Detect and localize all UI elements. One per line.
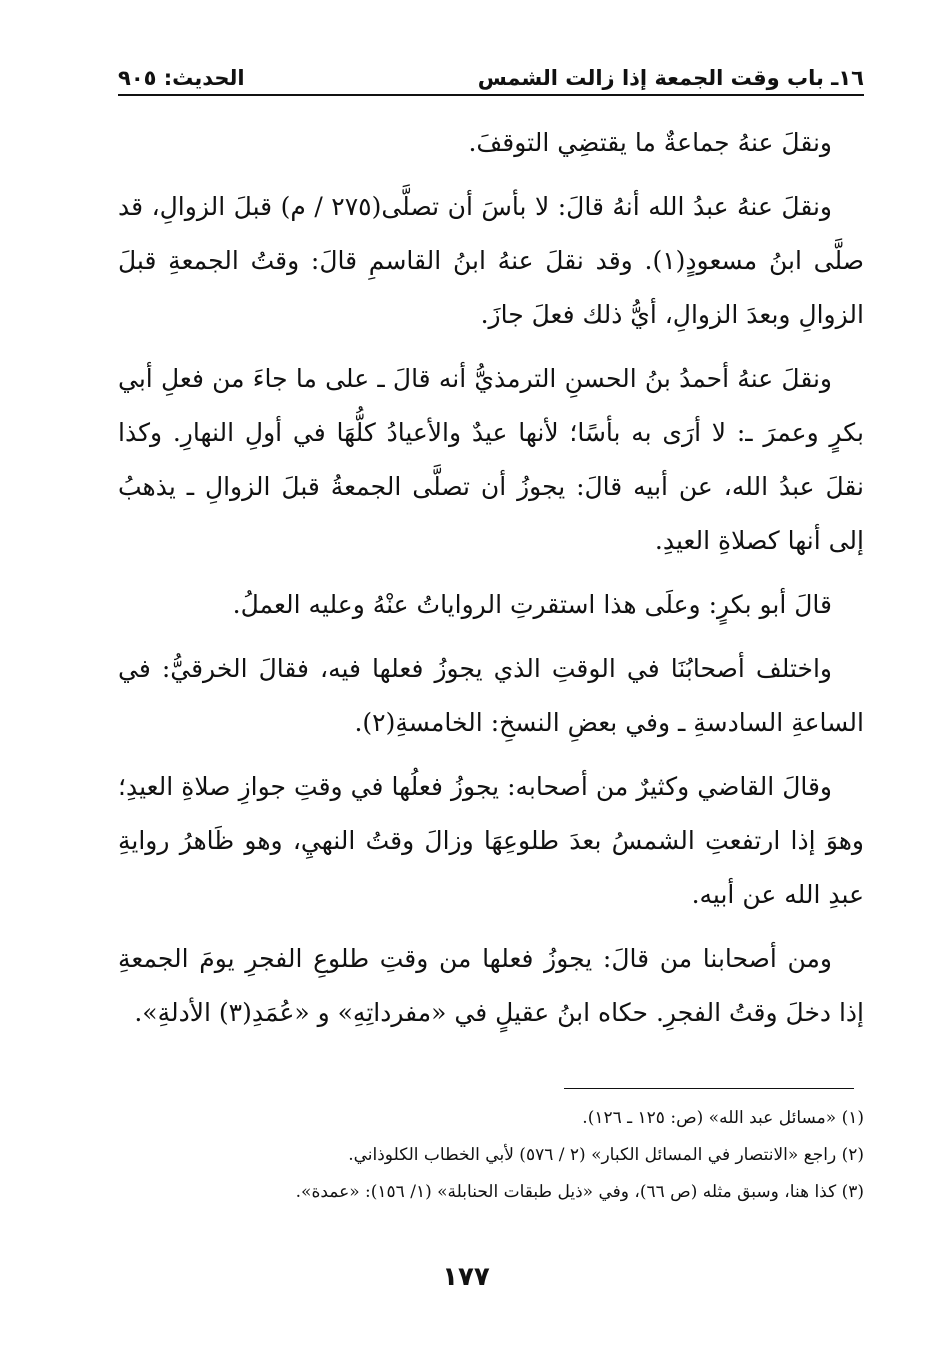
- main-text: [118, 116, 864, 1050]
- page-number: ١٧٧: [442, 1262, 490, 1292]
- running-header: [118, 56, 864, 96]
- footnote-divider: [564, 1088, 854, 1089]
- paragraph: ونقلَ عنهُ عبدُ الله أنهُ قالَ: لا بأسَ أن تصلَّى(٢٧٥ / م) قبلَ الزوالِ، قد صلَّى ابنُ مسعودٍ(١). وقد نقلَ عنهُ ابنُ القاسمِ قالَ: وقتُ الجمعةِ قبلَ الزوالِ وبعدَ الزوالِ، أيُّ ذلك فعلَ جازَ.: [118, 192, 864, 329]
- paragraph: واختلف أصحابُنَا في الوقتِ الذي يجوزُ فعلها فيه، فقالَ الخرقيُّ: في الساعةِ السادسةِ ـ وفي بعضِ النسخِ: الخامسةِ(٢).: [118, 654, 864, 737]
- footnotes: [140, 1100, 864, 1211]
- footnote: (٣) كذا هنا، وسبق مثله (ص ٦٦)، وفي «ذيل طبقات الحنابلة» (١/ ١٥٦): «عمدة».: [295, 1182, 864, 1202]
- paragraph: ومن أصحابنا من قالَ: يجوزُ فعلها من وقتِ طلوعِ الفجرِ يومَ الجمعةِ إذا دخلَ وقتُ الفجرِ. حكاه ابنُ عقيلٍ في «مفرداتِهِ» و «عُمَدِ(٣) الأدلةِ».: [118, 944, 864, 1027]
- footnote: (١) «مسائل عبد الله» (ص: ١٢٥ ـ ١٢٦).: [582, 1108, 864, 1128]
- hadith-number: الحديث: ٩٠٥: [118, 66, 245, 90]
- paragraph: وقالَ القاضي وكثيرٌ من أصحابه: يجوزُ فعلُها في وقتِ جوازِ صلاةِ العيدِ؛ وهوَ إذا ارتفعتِ الشمسُ بعدَ طلوعِهَا وزالَ وقتُ النهيِ، وهو ظَاهرُ روايةِ عبدِ الله عن أبيه.: [118, 772, 864, 909]
- footnote: (٢) راجع «الانتصار في المسائل الكبار» (٢ / ٥٧٦) لأبي الخطاب الكلوذاني.: [348, 1145, 864, 1165]
- paragraph: ونقلَ عنهُ أحمدُ بنُ الحسنِ الترمذيُّ أنه قالَ ـ على ما جاءَ من فعلِ أبي بكرٍ وعمرَ ـ: لا أرَى به بأسًا؛ لأنها عيدٌ والأعيادُ كلُّهَا في أولِ النهارِ. وكذا نقلَ عبدُ الله، عن أبيه قالَ: يجوزُ أن تصلَّى الجمعةُ قبلَ الزوالِ ـ يذهبُ إلى أنها كصلاةِ العيدِ.: [118, 364, 864, 555]
- paragraph: قالَ أبو بكرٍ: وعلَى هذا استقرتِ الرواياتُ عنْهُ وعليه العملُ.: [232, 590, 832, 619]
- chapter-title: ١٦ـ باب وقت الجمعة إذا زالت الشمس: [477, 66, 864, 90]
- paragraph: ونقلَ عنهُ جماعةٌ ما يقتضِي التوقفَ.: [468, 128, 832, 157]
